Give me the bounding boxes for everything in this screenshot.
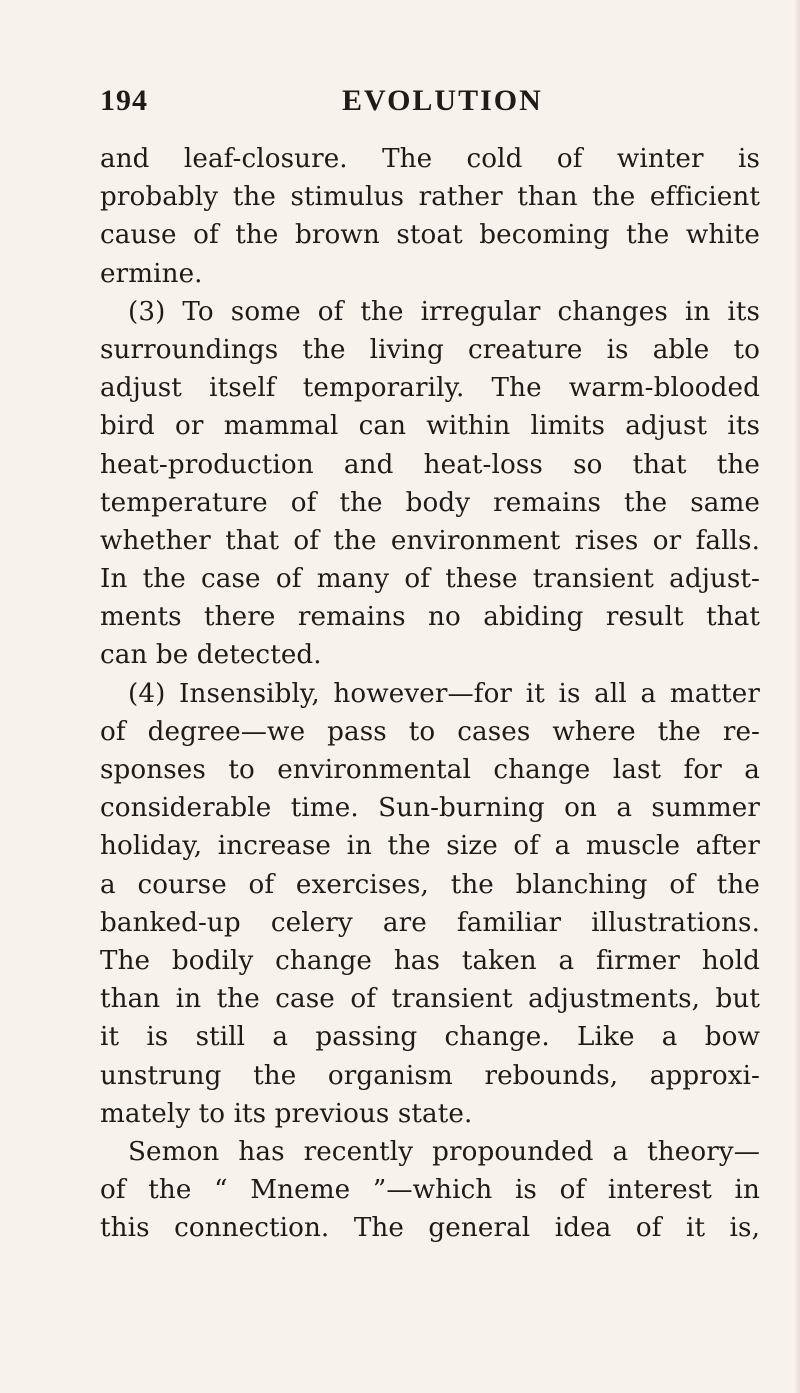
text-line: of the “ Mneme ”—which is of interest in: [100, 1175, 760, 1206]
page-number: 194: [100, 84, 148, 117]
running-head: EVOLUTION: [342, 84, 543, 117]
text-line: banked-up celery are familiar illustrations.: [100, 907, 760, 938]
text-line: cause of the brown stoat becoming the white: [100, 220, 760, 251]
text-line: can be detected.: [100, 640, 322, 671]
text-line: unstrung the organism rebounds, approxi-: [100, 1060, 760, 1091]
page-header: [92, 84, 757, 128]
text-line: Semon has recently propounded a theory—: [128, 1136, 760, 1167]
text-line: temperature of the body remains the same: [100, 487, 760, 518]
text-line: The bodily change has taken a firmer hold: [100, 945, 760, 976]
text-line: and leaf-closure. The cold of winter is: [100, 144, 760, 174]
text-line: whether that of the environment rises or falls.: [100, 525, 760, 556]
text-line: holiday, increase in the size of a muscle after: [100, 831, 760, 862]
text-line: (4) Insensibly, however—for it is all a matter: [128, 678, 760, 709]
text-line: ments there remains no abiding result that: [100, 602, 760, 633]
text-line: surroundings the living creature is able to: [100, 334, 760, 365]
text-line: sponses to environmental change last for a: [100, 755, 760, 785]
text-line: In the case of many of these transient adjust-: [100, 564, 760, 595]
body-text: [100, 140, 760, 1247]
text-line: this connection. The general idea of it is,: [100, 1213, 760, 1244]
text-line: ermine.: [100, 258, 203, 289]
text-line: heat-production and heat-loss so that the: [100, 449, 760, 480]
text-line: probably the stimulus rather than the efficient: [100, 182, 760, 213]
text-line: it is still a passing change. Like a bow: [100, 1022, 760, 1053]
text-line: than in the case of transient adjustments, but: [100, 984, 760, 1015]
text-line: adjust itself temporarily. The warm-blooded: [100, 373, 760, 404]
page-edge-shadow: [794, 0, 800, 1393]
text-line: bird or mammal can within limits adjust its: [100, 411, 760, 442]
text-line: considerable time. Sun-burning on a summer: [100, 793, 760, 824]
text-line: a course of exercises, the blanching of the: [100, 869, 760, 900]
text-line: (3) To some of the irregular changes in its: [128, 296, 760, 327]
text-line: of degree—we pass to cases where the re-: [100, 716, 760, 747]
text-line: mately to its previous state.: [100, 1098, 473, 1129]
